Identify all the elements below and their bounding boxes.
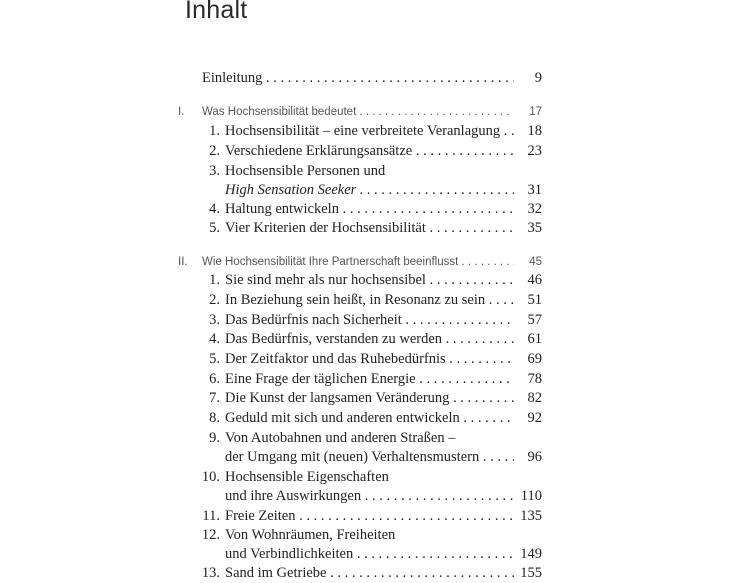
toc-entry-page: 51 xyxy=(527,292,542,308)
toc-entry-label: Das Bedürfnis nach Sicherheit . . . xyxy=(225,310,514,330)
toc-entry-number: 6. xyxy=(209,371,220,387)
toc-entry-line2[interactable] xyxy=(0,447,729,467)
toc-entry-page: 135 xyxy=(520,508,542,524)
toc-entry-label-continued: der Umgang mit (neuen) Verhaltensmustern . . . xyxy=(225,447,514,467)
toc-entry-page: 155 xyxy=(520,565,542,581)
toc-entry[interactable] xyxy=(0,329,729,349)
toc-entry-line1[interactable] xyxy=(0,161,729,181)
toc-entry-number: 12. xyxy=(201,527,220,543)
toc-entry-number: 4. xyxy=(209,201,220,217)
toc-entry[interactable] xyxy=(0,310,729,330)
toc-entry-page: 149 xyxy=(520,546,542,562)
toc-entry-label: Eine Frage der täglichen Energie . . . xyxy=(225,369,514,389)
toc-entry-line1[interactable] xyxy=(0,428,729,448)
toc-entry-label: Einleitung . . . xyxy=(202,68,514,88)
toc-entry-line2[interactable] xyxy=(0,180,729,200)
toc-entry-page: 31 xyxy=(527,182,542,198)
toc-entry-line2[interactable] xyxy=(0,544,729,564)
toc-entry-page: 9 xyxy=(534,70,542,86)
toc-entry-number: 1. xyxy=(209,272,220,288)
toc-entry-line1[interactable] xyxy=(0,525,729,545)
toc-entry-page: 18 xyxy=(527,123,542,139)
toc-entry-label-continued: High Sensation Seeker . . . xyxy=(225,180,514,200)
toc-entry-number: 11. xyxy=(202,508,220,524)
toc-chapter-page: 45 xyxy=(529,256,542,268)
toc-entry-number: 3. xyxy=(209,163,220,179)
toc-entry-page: 35 xyxy=(527,220,542,236)
toc-entry-label: Von Autobahnen und anderen Straßen – xyxy=(225,430,456,446)
toc-entry-label: Sie sind mehr als nur hochsensibel . . . xyxy=(225,270,514,290)
toc-entry-label: Von Wohnräumen, Freiheiten xyxy=(225,527,396,543)
toc-entry-label-continued: und ihre Auswirkungen . . . xyxy=(225,486,514,506)
toc-entry-page: 92 xyxy=(527,410,542,426)
toc-entry[interactable] xyxy=(0,141,729,161)
toc-entry[interactable] xyxy=(0,388,729,408)
toc-entry[interactable] xyxy=(0,408,729,428)
toc-entry-page: 23 xyxy=(527,143,542,159)
toc-entry-page: 82 xyxy=(527,390,542,406)
toc-entry-label: Freie Zeiten . . . xyxy=(225,506,514,526)
toc-entry-label: Vier Kriterien der Hochsensibilität . . . xyxy=(225,218,514,238)
toc-entry[interactable] xyxy=(0,563,729,583)
toc-entry[interactable] xyxy=(0,199,729,219)
toc-entry-number: 7. xyxy=(209,390,220,406)
toc-entry-label: Sand im Getriebe . . . xyxy=(225,563,514,583)
toc-entry-label: Der Zeitfaktor und das Ruhebedürfnis . . . xyxy=(225,349,514,369)
toc-entry-label-continued: und Verbindlichkeiten . . . xyxy=(225,544,514,564)
toc-entry-page: 32 xyxy=(527,201,542,217)
toc-entry-label: Haltung entwickeln . . . xyxy=(225,199,514,219)
toc-entry-label: In Beziehung sein heißt, in Resonanz zu sein . . . xyxy=(225,290,514,310)
toc-entry[interactable] xyxy=(0,369,729,389)
toc-entry-number: 2. xyxy=(209,143,220,159)
toc-entry[interactable] xyxy=(0,506,729,526)
toc-chapter-number: II. xyxy=(178,256,188,268)
toc-chapter[interactable] xyxy=(0,102,729,122)
toc-entry-label: Die Kunst der langsamen Veränderung . . . xyxy=(225,388,514,408)
toc-entry-number: 10. xyxy=(201,469,220,485)
toc-entry-number: 5. xyxy=(209,220,220,236)
toc-entry-page: 69 xyxy=(527,351,542,367)
toc-chapter-label: Wie Hochsensibilität Ihre Partnerschaft beeinflusst . . . xyxy=(202,252,514,272)
toc-entry[interactable] xyxy=(0,270,729,290)
toc-entry[interactable] xyxy=(0,349,729,369)
toc-entry-line2[interactable] xyxy=(0,486,729,506)
toc-entry-label: Hochsensible Eigenschaften xyxy=(225,469,389,485)
toc-entry[interactable] xyxy=(0,218,729,238)
toc-entry-page: 61 xyxy=(527,331,542,347)
toc-entry-page: 46 xyxy=(527,272,542,288)
toc-entry-number: 13. xyxy=(201,565,220,581)
page-title: Inhalt xyxy=(185,0,248,24)
toc-chapter[interactable] xyxy=(0,252,729,272)
toc-entry[interactable] xyxy=(0,121,729,141)
toc-entry-label: Geduld mit sich und anderen entwickeln . . . xyxy=(225,408,514,428)
toc-chapter-label: Was Hochsensibilität bedeutet . . . xyxy=(202,102,514,122)
toc-entry-number: 5. xyxy=(209,351,220,367)
toc-entry-page: 110 xyxy=(520,488,542,504)
toc-entry-intro[interactable] xyxy=(0,68,729,88)
toc-entry-number: 9. xyxy=(209,430,220,446)
toc-entry[interactable] xyxy=(0,290,729,310)
toc-chapter-number: I. xyxy=(178,106,185,118)
toc-entry-page: 96 xyxy=(527,449,542,465)
toc-entry-page: 57 xyxy=(527,312,542,328)
toc-entry-number: 1. xyxy=(209,123,220,139)
toc-entry-page: 78 xyxy=(527,371,542,387)
toc-entry-line1[interactable] xyxy=(0,467,729,487)
toc-entry-label: Hochsensibilität – eine verbreitete Veranlagung . . . xyxy=(225,121,514,141)
toc-chapter-page: 17 xyxy=(529,106,542,118)
toc-entry-number: 8. xyxy=(209,410,220,426)
toc-entry-number: 2. xyxy=(209,292,220,308)
toc-entry-label: Verschiedene Erklärungsansätze . . . xyxy=(225,141,514,161)
toc-entry-label: Hochsensible Personen und xyxy=(225,163,386,179)
toc-entry-label: Das Bedürfnis, verstanden zu werden . . . xyxy=(225,329,514,349)
toc-entry-number: 4. xyxy=(209,331,220,347)
toc-entry-number: 3. xyxy=(209,312,220,328)
